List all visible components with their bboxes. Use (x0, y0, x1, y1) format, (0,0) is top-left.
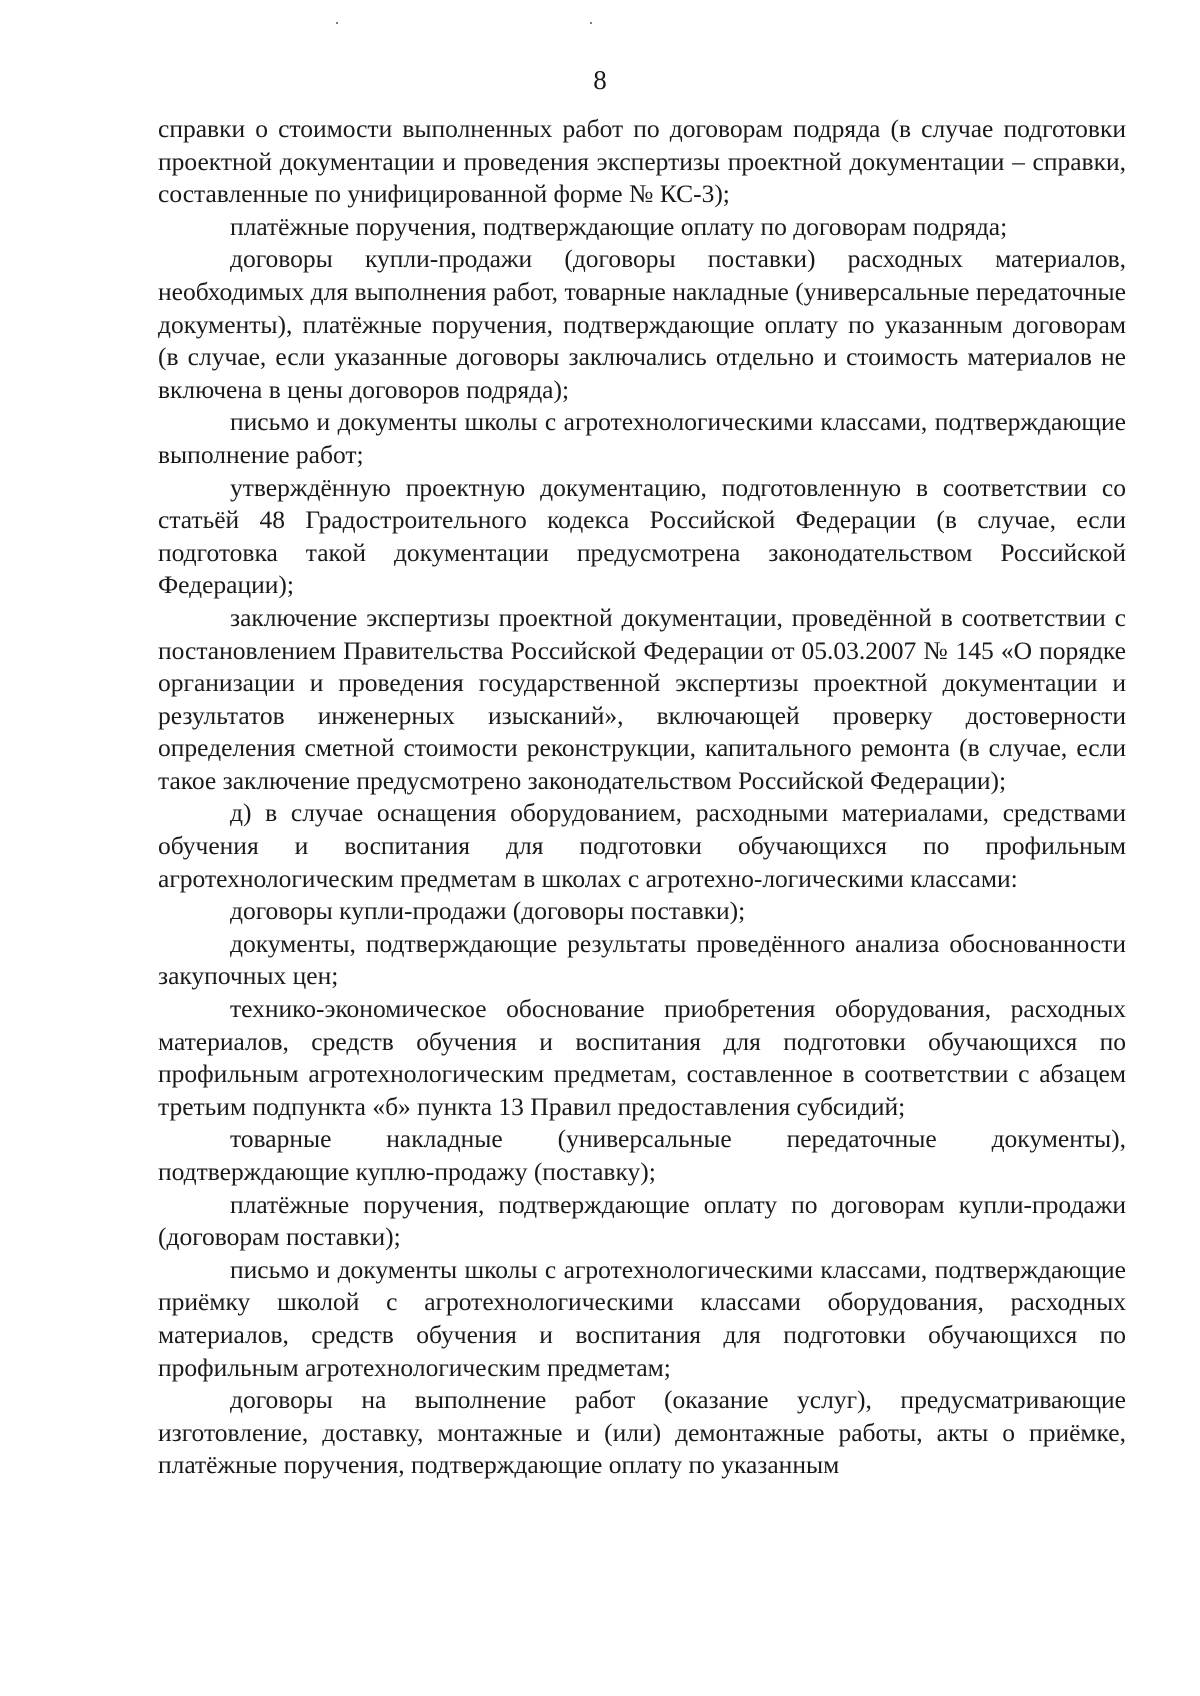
paragraph: д) в случае оснащения оборудованием, расходными материалами, средствами обучения и воспитания для подготовки обучающихся по профильным агротехнологическим предметам в школах с агротехно-логическими классами: (158, 798, 1126, 893)
document-body (158, 113, 1126, 1482)
paragraph: письмо и документы школы с агротехнологическими классами, подтверждающие приёмку школой с агротехнологическими классами оборудования, расходных материалов, средств обучения и воспитания для подготовки обучающихся по профильным агротехнологическим предметам; (158, 1254, 1126, 1382)
paragraph: справки о стоимости выполненных работ по договорам подряда (в случае подготовки проектной документации и проведения экспертизы проектной документации – справки, составленные по унифицированной форме № КС-3); (158, 114, 1126, 209)
page-number: 8 (593, 65, 607, 95)
paragraph: товарные накладные (универсальные передаточные документы), подтверждающие куплю-продажу (поставку); (158, 1124, 1126, 1186)
paragraph: договоры на выполнение работ (оказание услуг), предусматривающие изготовление, доставку, монтажные и (или) демонтажные работы, акты о приёмке, платёжные поручения, подтверждающие оплату по указанным (158, 1385, 1126, 1480)
paragraph: платёжные поручения, подтверждающие оплату по договорам купли-продажи (договорам поставки); (158, 1189, 1126, 1252)
paragraph: договоры купли-продажи (договоры поставки) расходных материалов, необходимых для выполнения работ, товарные накладные (универсальные передаточные документы), платёжные поручения, подтверждающие оплату по указанным договорам (в случае, если указанные договоры заключались отдельно и стоимость материалов не включена в цены договоров подряда); (158, 244, 1126, 404)
paragraph: договоры купли-продажи (договоры поставки); (230, 896, 746, 926)
paragraph: письмо и документы школы с агротехнологическими классами, подтверждающие выполнение работ; (158, 407, 1126, 469)
paragraph: документы, подтверждающие результаты проведённого анализа обоснованности закупочных цен; (158, 928, 1126, 991)
paragraph: утверждённую проектную документацию, подготовленную в соответствии со статьёй 48 Градостроительного кодекса Российской Федерации (в случае, если подготовка такой документации предусмотрена законодательством Российской Федерации); (158, 472, 1126, 600)
scan-artifact-dot (336, 22, 338, 24)
paragraph: платёжные поручения, подтверждающие оплату по договорам подряда; (230, 211, 1008, 241)
paragraph: технико-экономическое обоснование приобретения оборудования, расходных материалов, средств обучения и воспитания для подготовки обучающихся по профильным агротехнологическим предметам, составленное в соответствии с абзацем третьим подпункта «б» пункта 13 Правил предоставления субсидий; (158, 994, 1126, 1121)
scan-artifact-dot (590, 22, 592, 24)
paragraph: заключение экспертизы проектной документации, проведённой в соответствии с постановлением Правительства Российской Федерации от 05.03.2007 № 145 «О порядке организации и проведения государственной экспертизы проектной документации и результатов инженерных изысканий», включающей проверку достоверности определения сметной стоимости реконструкции, капитального ремонта (в случае, если такое заключение предусмотрено законодательством Российской Федерации); (158, 602, 1126, 795)
